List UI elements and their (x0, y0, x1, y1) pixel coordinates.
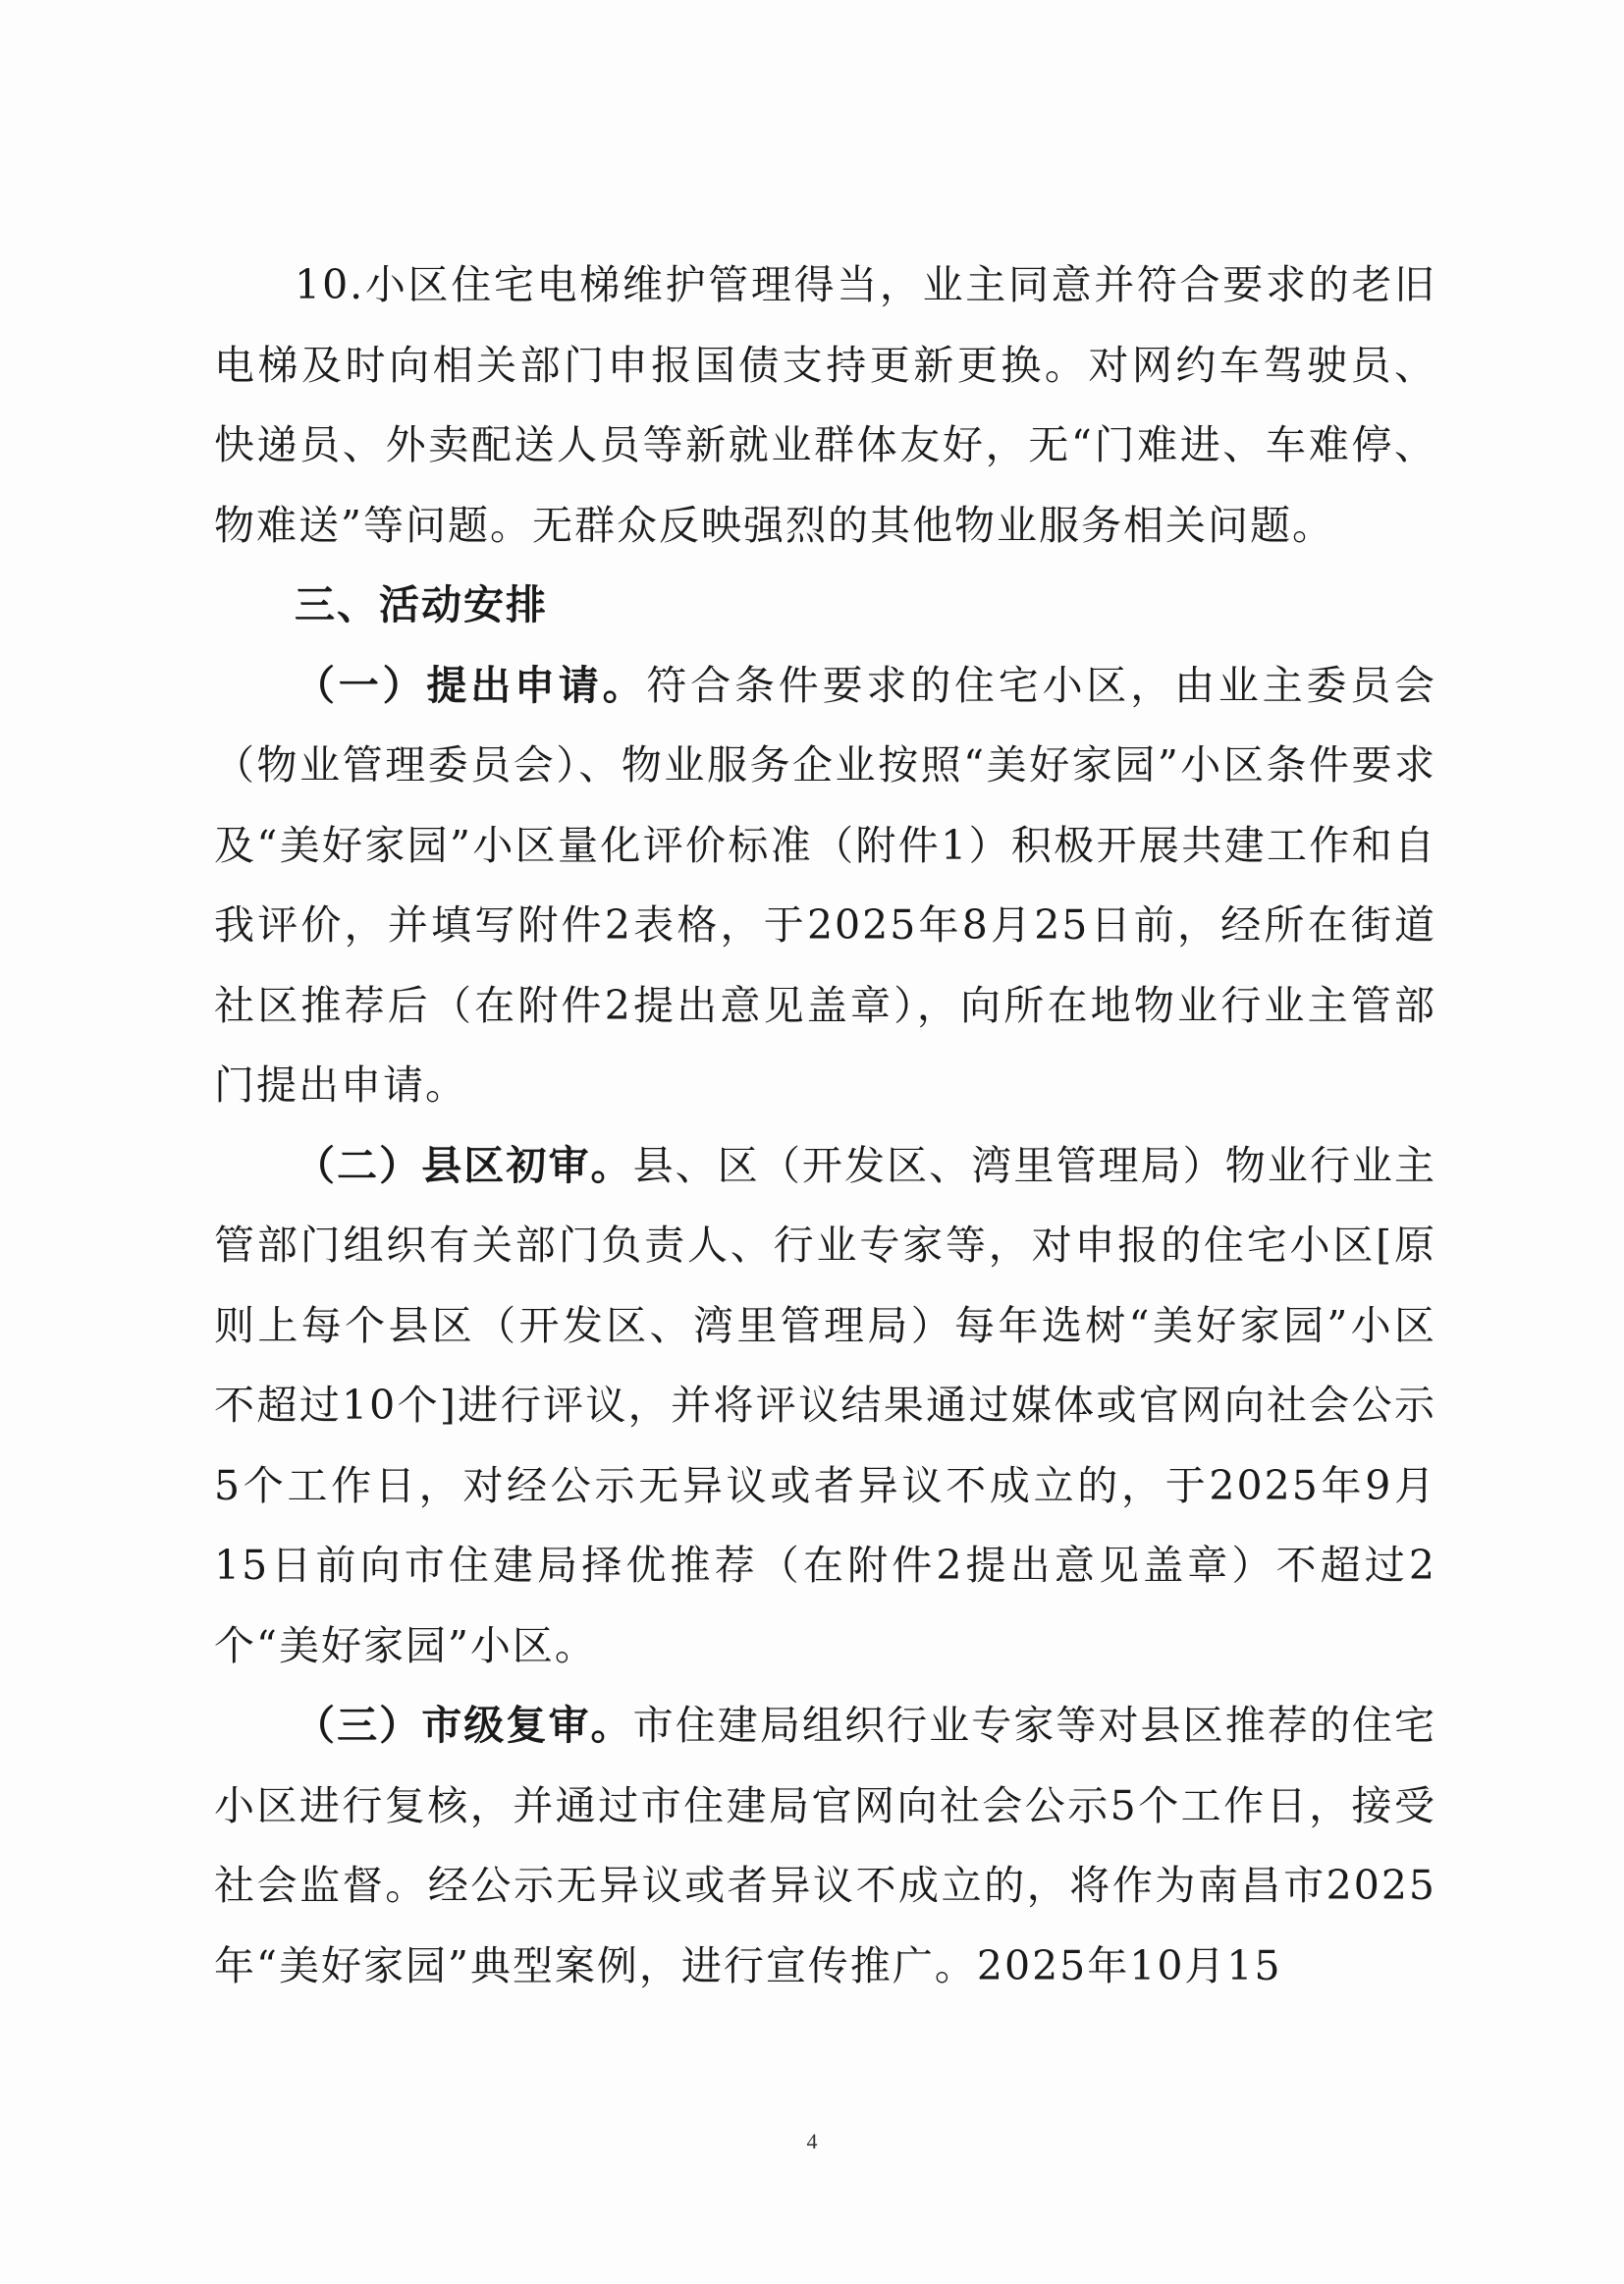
paragraph-text: 市住建局组织行业专家等对县区推荐的住宅小区进行复核，并通过市住建局官网向社会公示5个工作日，接受社会监督。经公示无异议或者异议不成立的，将作为南昌市2025年“美好家园”典型案例，进行宣传推广。2025年10月15 (214, 1702, 1437, 1989)
paragraph-lead: （二）县区初审。 (295, 1141, 633, 1189)
section-heading-activity-arrangement (214, 566, 1436, 646)
paragraph-elevator-maintenance (214, 245, 1436, 566)
page-number: 4 (806, 2129, 818, 2153)
section-heading-text: 三、活动安排 (295, 581, 548, 628)
paragraph-text: 符合条件要求的住宅小区，由业主委员会（物业管理委员会）、物业服务企业按照“美好家园”小区条件要求及“美好家园”小区量化评价标准（附件1）积极开展共建工作和自我评价，并填写附件2表格，于2025年8月25日前，经所在街道社区推荐后（在附件2提出意见盖章），向所在地物业行业主管部门提出申请。 (214, 661, 1437, 1109)
paragraph-lead: （三）市级复审。 (295, 1702, 633, 1749)
paragraph-city-review (214, 1686, 1436, 2006)
paragraph-lead: （一）提出申请。 (295, 661, 647, 709)
paragraph-text: 县、区（开发区、湾里管理局）物业行业主管部门组织有关部门负责人、行业专家等，对申报的住宅小区[原则上每个县区（开发区、湾里管理局）每年选树“美好家园”小区不超过10个]进行评议，并将评议结果通过媒体或官网向社会公示5个工作日，对经公示无异议或者异议不成立的，于2025年9月15日前向市住建局择优推荐（在附件2提出意见盖章）不超过2个“美好家园”小区。 (214, 1141, 1437, 1669)
paragraph-submit-application (214, 646, 1436, 1126)
paragraph-county-preliminary-review (214, 1126, 1436, 1687)
document-body (214, 245, 1436, 2006)
paragraph-text: 10.小区住宅电梯维护管理得当，业主同意并符合要求的老旧电梯及时向相关部门申报国债支持更新更换。对网约车驾驶员、快递员、外卖配送人员等新就业群体友好，无“门难进、车难停、物难送”等问题。无群众反映强烈的其他物业服务相关问题。 (214, 261, 1436, 549)
